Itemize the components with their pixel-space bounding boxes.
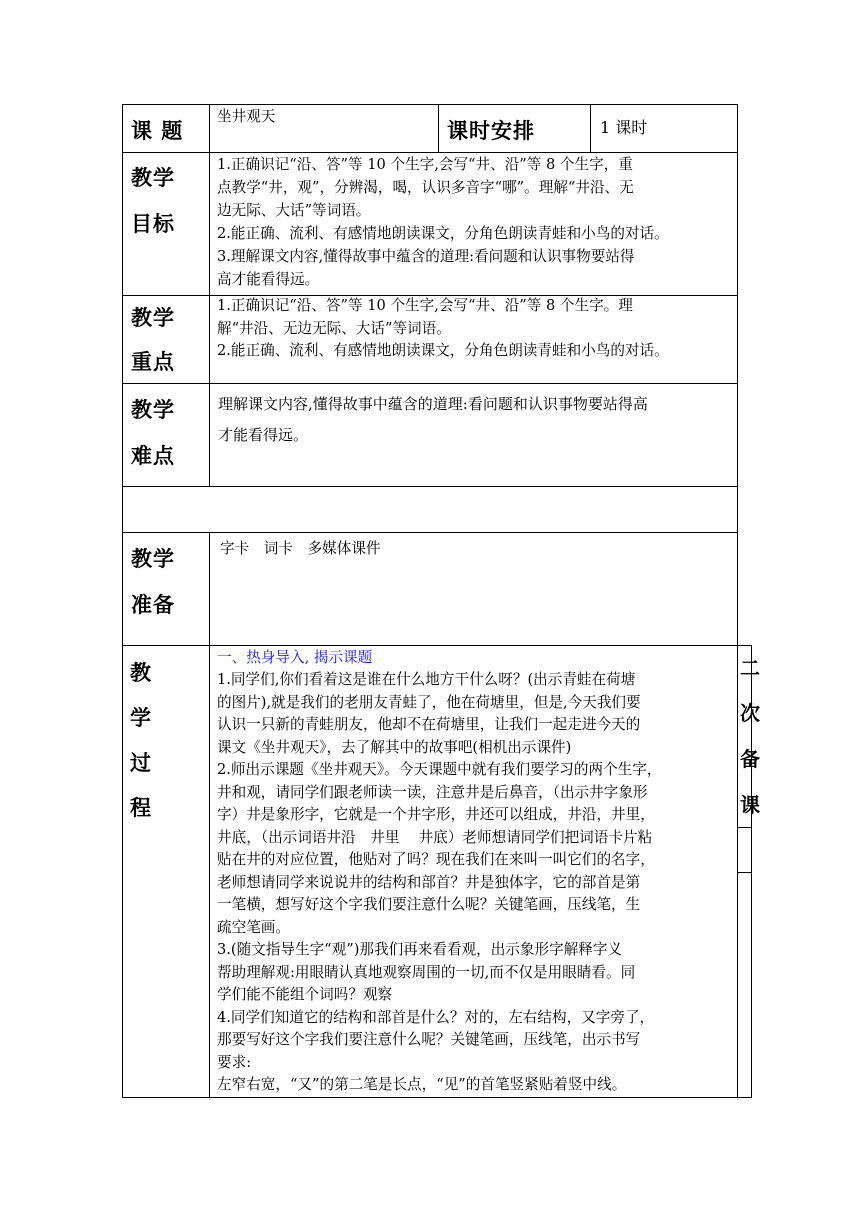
side-divider-1 — [738, 827, 751, 828]
objectives-label-1: 教学 — [131, 166, 175, 190]
process-line: 学们能不能组个词吗？观察 — [217, 986, 393, 1003]
schedule-label: 课时安排 — [447, 119, 535, 143]
key-points-line: 1.正确识记“沿、答”等 10 个生字,会写“井、沿”等 8 个生字。理 — [217, 297, 633, 314]
side-column-char: 二 — [740, 656, 760, 680]
process-line: 课文《坐井观天》，去了解其中的故事吧(相机出示课件) — [217, 739, 572, 756]
label-column-divider-b — [209, 532, 210, 1098]
process-line: 左窄右宽，“又”的第二笔是长点，“见”的首笔竖紧贴着竖中线。 — [217, 1076, 627, 1093]
row-divider-5 — [122, 532, 738, 533]
difficulties-line: 理解课文内容,懂得故事中蕴含的道理:看问题和认识事物要站得高 — [218, 395, 648, 413]
objectives-line: 高才能看得远。 — [217, 271, 320, 288]
table-border-left — [122, 104, 123, 1098]
difficulties-line: 才能看得远。 — [218, 426, 309, 444]
process-line: 一笔横，想写好这个字我们要注意什么呢？关键笔画，压线笔，生 — [217, 896, 641, 913]
difficulties-label-1: 教学 — [131, 398, 175, 422]
process-line: 帮助理解观:用眼睛认真地观察周围的一切,而不仅是用眼睛看。同 — [217, 964, 636, 981]
process-label-char: 程 — [130, 796, 151, 820]
process-line: 贴在井的对应位置，他贴对了吗？现在我们在来叫一叫它们的名字， — [217, 851, 655, 868]
row-divider-4 — [122, 486, 738, 487]
topic-label: 课 题 — [131, 119, 184, 143]
process-line: 的图片),就是我们的老朋友青蛙了，他在荷塘里，但是,今天我们要 — [217, 694, 641, 711]
side-column-char: 次 — [740, 701, 760, 725]
label-column-divider-a — [209, 104, 210, 487]
process-line: 那要写好这个字我们要注意什么呢？关键笔画，压线笔，出示书写 — [217, 1031, 641, 1048]
row-divider-3 — [122, 383, 738, 384]
table-border-bottom — [122, 1097, 751, 1098]
header-divider-1 — [438, 104, 439, 153]
objectives-line: 2.能正确、流利、有感情地朗读课文，分角色朗读青蛙和小鸟的对话。 — [217, 225, 669, 242]
process-label-char: 学 — [130, 706, 151, 730]
key-points-label-1: 教学 — [131, 306, 175, 330]
process-label-char: 过 — [130, 751, 151, 775]
process-line: 3.(随文指导生字“观”)那我们再来看看观，出示象形字解释字义 — [217, 941, 623, 958]
side-column-char: 课 — [740, 793, 760, 817]
process-line: 老师想请同学来说说井的结构和部首？井是独体字，它的部首是第 — [217, 874, 641, 891]
key-points-line: 2.能正确、流利、有感情地朗读课文，分角色朗读青蛙和小鸟的对话。 — [217, 342, 669, 359]
process-line: 要求: — [217, 1054, 252, 1071]
objectives-line: 边无际、大话”等词语。 — [217, 202, 371, 219]
objectives-label-2: 目标 — [131, 212, 175, 236]
preparation-text: 字卡 词卡 多媒体课件 — [220, 540, 381, 557]
schedule-value: 1 课时 — [600, 118, 648, 137]
process-line: 4.同学们知道它的结构和部首是什么？对的，左右结构，又字旁了， — [217, 1009, 655, 1026]
difficulties-label-2: 难点 — [131, 444, 175, 468]
process-line: 疏空笔画。 — [217, 919, 290, 936]
preparation-label-2: 准备 — [131, 593, 175, 617]
row-divider-6 — [122, 645, 751, 646]
table-border-right — [737, 104, 738, 1098]
process-label-char: 教 — [130, 661, 151, 685]
preparation-label-1: 教学 — [131, 547, 175, 571]
process-line: 1.同学们,你们看着这是谁在什么地方干什么呀？(出示青蛙在荷塘 — [217, 671, 636, 688]
key-points-line: 解“井沿、无边无际、大话”等词语。 — [217, 320, 451, 337]
process-line: 字）井是象形字，它就是一个井字形，井还可以组成，井沿，井里， — [217, 806, 655, 823]
topic-value: 坐井观天 — [217, 108, 276, 125]
objectives-line: 1.正确识记“沿、答”等 10 个生字,会写“井、沿”等 8 个生字，重 — [217, 156, 633, 173]
process-line: 井底，（出示词语井沿 井里 井底）老师想请同学们把词语卡片粘 — [217, 829, 653, 846]
process-heading: 一、热身导入, 揭示课题 — [217, 649, 373, 666]
table-border-top — [122, 104, 738, 105]
objectives-line: 3.理解课文内容,懂得故事中蕴含的道理:看问题和认识事物要站得 — [217, 248, 635, 265]
process-line: 认识一只新的青蛙朋友，他却不在荷塘里，让我们一起走进今天的 — [217, 716, 641, 733]
process-line: 2.师出示课题《坐井观天》。今天课题中就有我们要学习的两个生字， — [217, 761, 662, 778]
key-points-label-2: 重点 — [131, 350, 175, 374]
side-divider-2 — [738, 872, 751, 873]
objectives-line: 点教学“井，观”，分辨渴，喝，认识多音字“哪”。理解“井沿、无 — [217, 179, 634, 196]
side-column-char: 备 — [740, 747, 760, 771]
header-divider-2 — [590, 104, 591, 153]
row-divider-1 — [122, 152, 738, 153]
process-line: 井和观，请同学们跟老师读一读，注意井是后鼻音，（出示井字象形 — [217, 784, 648, 801]
